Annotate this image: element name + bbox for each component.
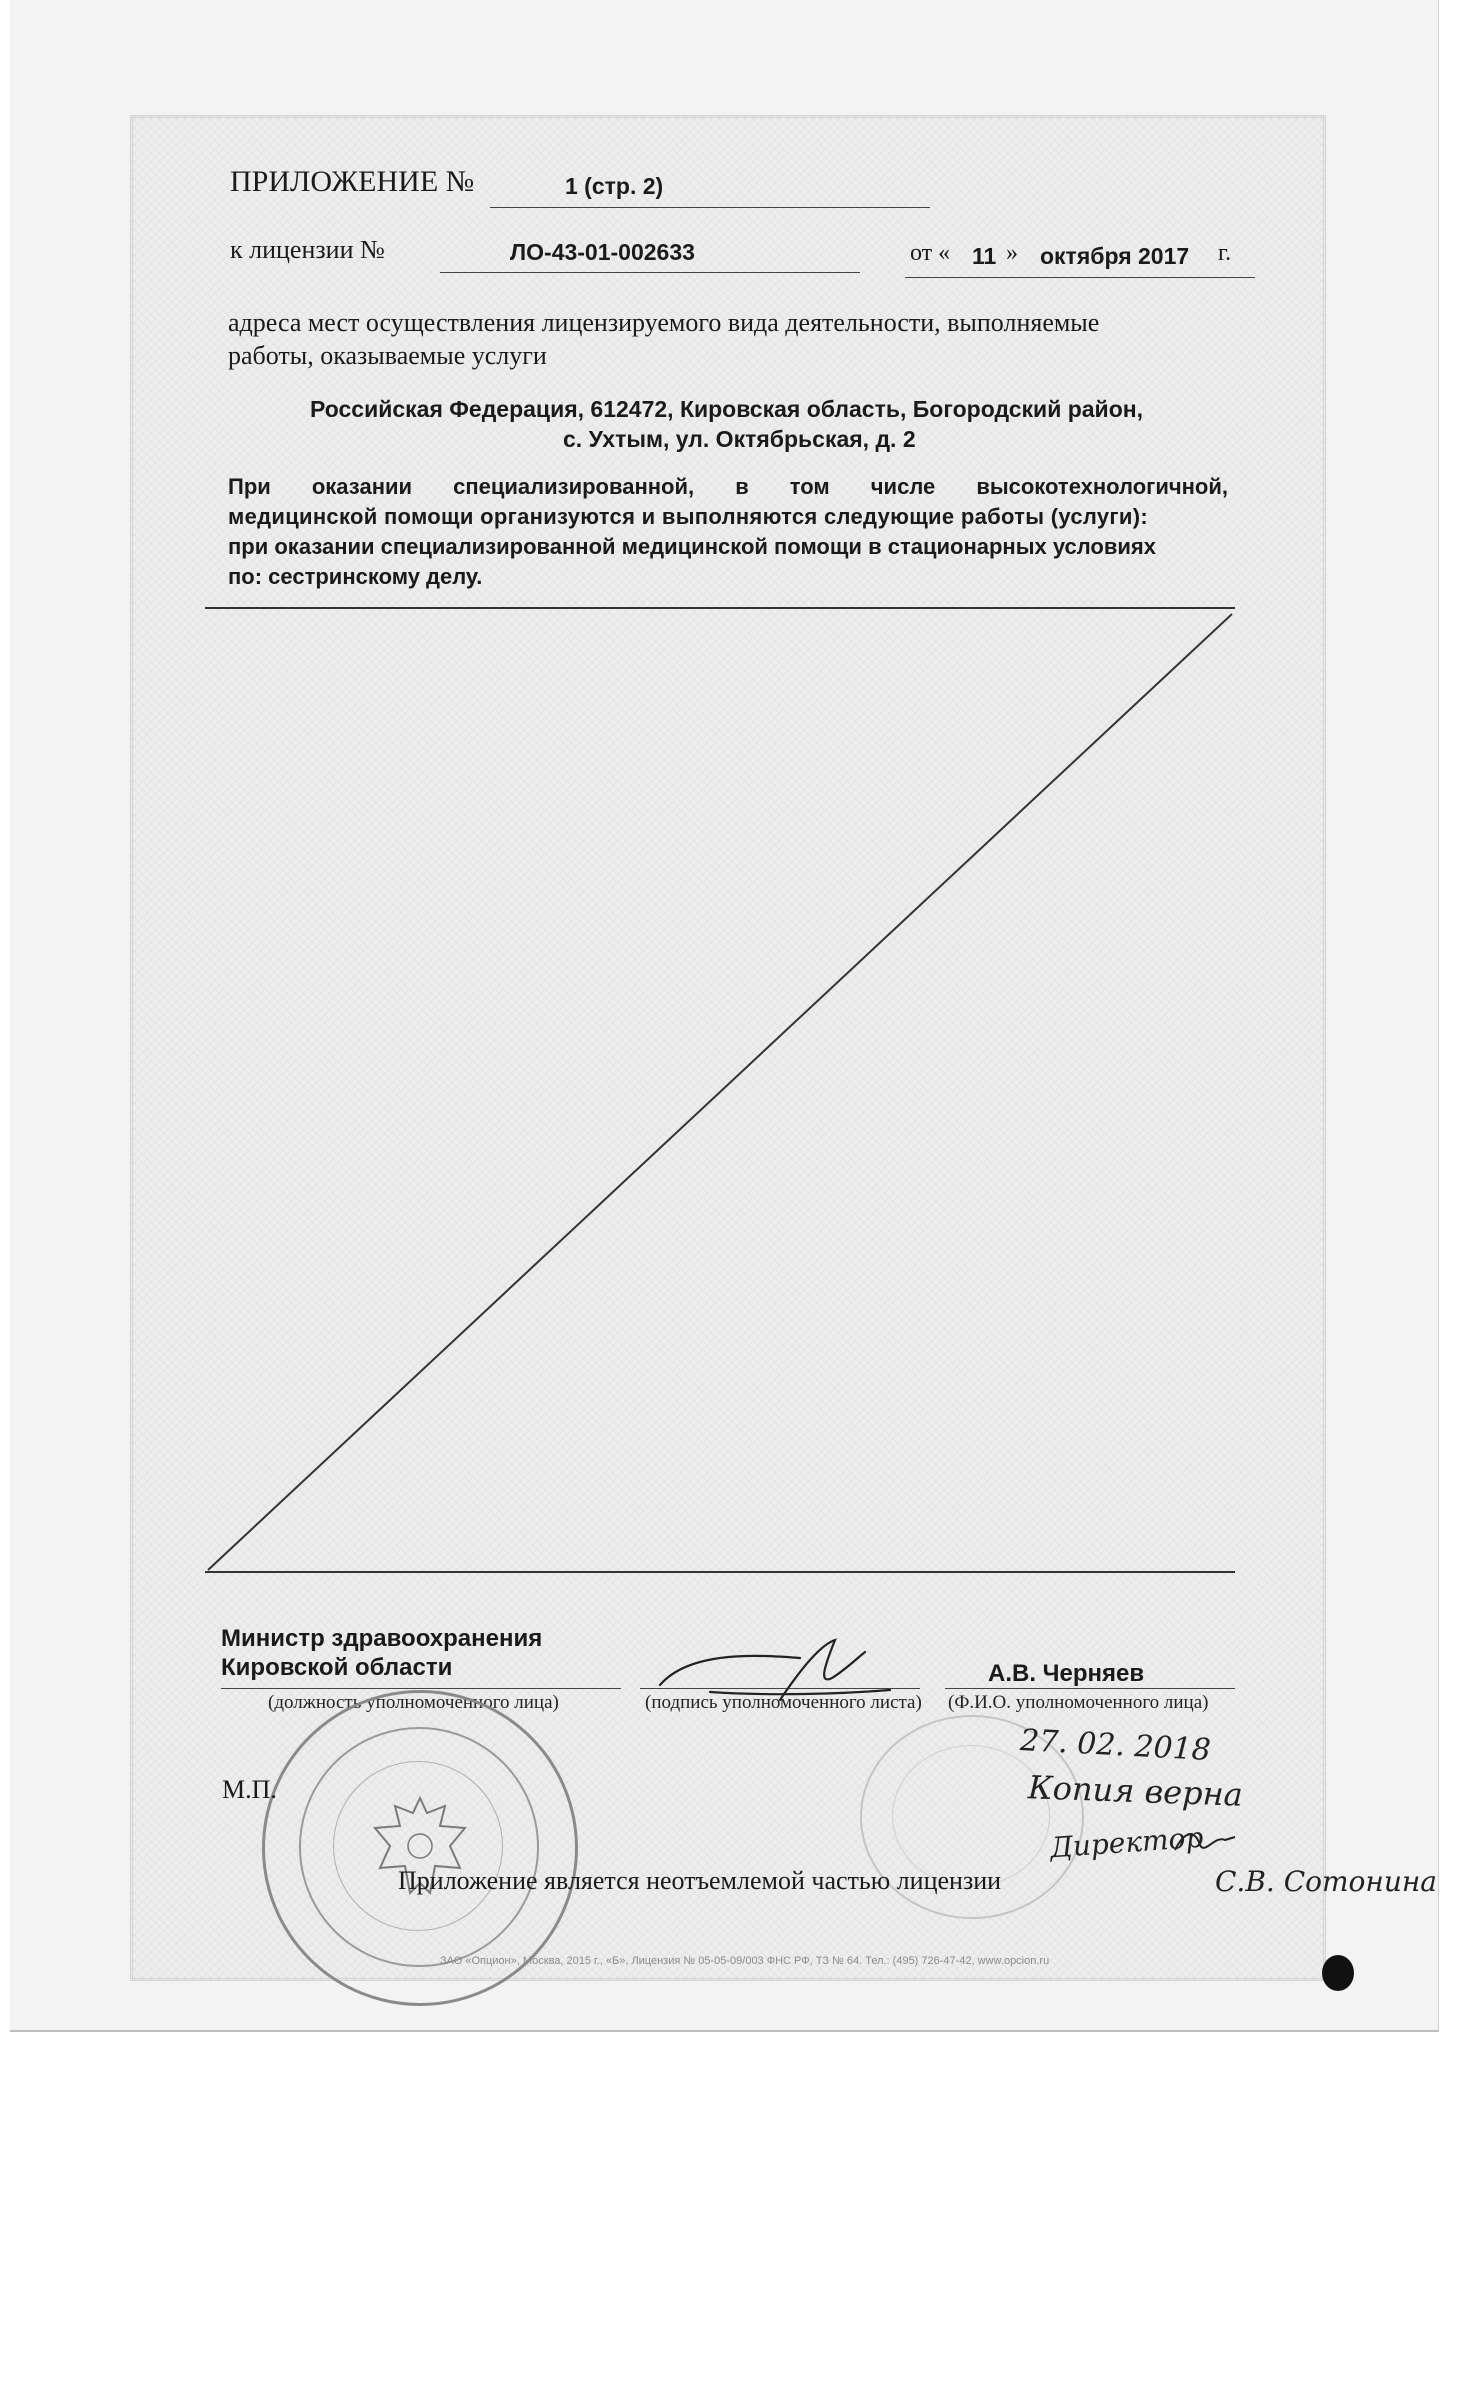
date-suffix: г. bbox=[1218, 240, 1232, 266]
address-line-1: Российская Федерация, 612472, Кировская область, Богородский район, bbox=[310, 396, 1144, 422]
services-line-4: по: сестринскому делу. bbox=[228, 564, 483, 589]
caption-name: (Ф.И.О. уполномоченного лица) bbox=[948, 1692, 1209, 1713]
services-line-2: медицинской помощи организуются и выполняются следующие работы (услуги): bbox=[228, 504, 1148, 529]
seal-mark: М.П. bbox=[222, 1775, 277, 1804]
date-month-year: октября 2017 bbox=[1040, 243, 1190, 269]
date-from: от « bbox=[910, 240, 951, 266]
address-line-2: с. Ухтым, ул. Октябрьская, д. 2 bbox=[563, 426, 916, 452]
services-line-3: при оказании специализированной медицинской помощи в стационарных условиях bbox=[228, 534, 1156, 559]
caption-signature: (подпись уполномоченного листа) bbox=[645, 1692, 922, 1713]
intro-line-1: адреса мест осуществления лицензируемого вида деятельности, выполняемые bbox=[228, 308, 1100, 337]
director-signature bbox=[1170, 1825, 1240, 1865]
license-label: к лицензии № bbox=[230, 235, 385, 264]
name-underline bbox=[945, 1688, 1235, 1689]
position-underline bbox=[221, 1688, 621, 1689]
integral-note: Приложение является неотъемлемой частью лицензии bbox=[398, 1866, 1002, 1895]
bottom-rule bbox=[205, 1571, 1235, 1573]
appendix-number: 1 (стр. 2) bbox=[565, 173, 664, 199]
license-number: ЛО-43-01-002633 bbox=[510, 239, 695, 265]
date-close: » bbox=[1006, 240, 1018, 266]
handwritten-date: 27. 02. 2018 bbox=[1019, 1723, 1212, 1768]
printer-line: ЗАО «Опцион», Москва, 2015 г., «Б», Лицензия № 05-05-09/003 ФНС РФ, ТЗ № 64. Тел.: (495) 726-47-42, www.opcion.ru bbox=[440, 1955, 1050, 1967]
signer-name: А.В. Черняев bbox=[988, 1660, 1145, 1687]
intro-line-2: работы, оказываемые услуги bbox=[228, 341, 547, 370]
services-line-1: При оказании специализированной, в том числе высокотехнологичной, bbox=[228, 474, 1228, 499]
minister-signature bbox=[650, 1630, 910, 1710]
handwritten-name: С.В. Сотонина bbox=[1215, 1865, 1438, 1898]
handwritten-director: Директор bbox=[1049, 1820, 1205, 1865]
punch-hole bbox=[1322, 1955, 1354, 1991]
caption-position: (должность уполномоченного лица) bbox=[268, 1692, 559, 1713]
signer-position-1: Министр здравоохранения bbox=[221, 1625, 543, 1652]
handwritten-copy-note: Копия верна bbox=[1027, 1768, 1244, 1814]
signer-position-2: Кировской области bbox=[221, 1654, 453, 1681]
appendix-label: ПРИЛОЖЕНИЕ № bbox=[230, 165, 475, 198]
date-day: 11 bbox=[972, 243, 997, 269]
